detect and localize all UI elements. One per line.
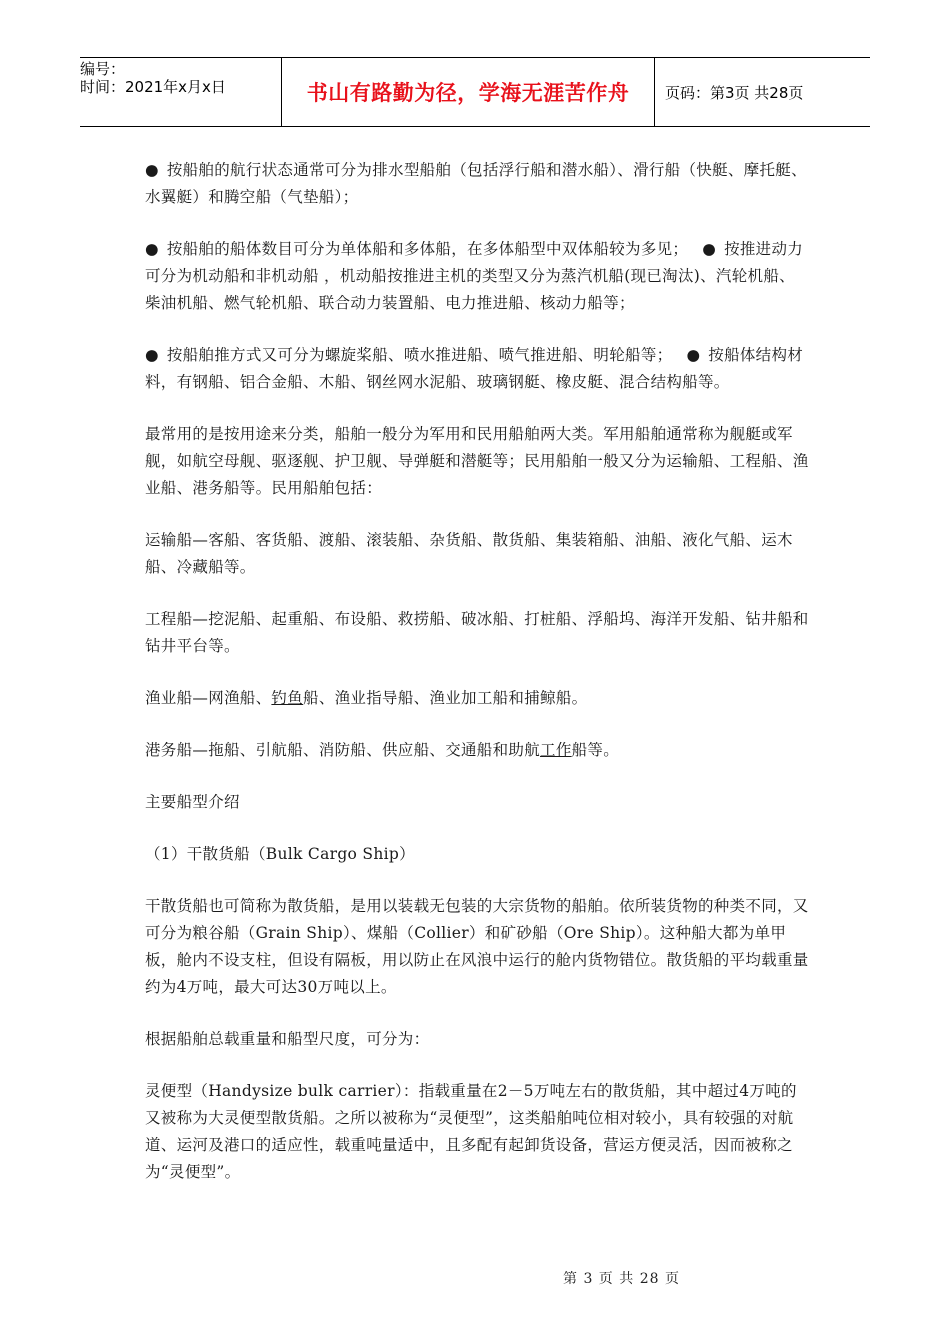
- paragraph-propulsion: [145, 342, 810, 396]
- paragraph-navigation-state: [145, 157, 810, 211]
- section-heading: 主要船型介绍: [145, 793, 240, 811]
- paragraph-bulk-carrier: 干散货船也可简称为散货船，是用以装载无包装的大宗货物的船舶。依所装货物的种类不同，又可分为粮谷船（Grain Ship）、煤船（Collier）和矿砂船（Ore Ship）。这种船大都为单甲板，舱内不设支柱，但设有隔板，用以防止在风浪中运行的舱内货物错位。散货船的平均载重量约为4万吨，最大可达30万吨以上。: [145, 897, 809, 996]
- paragraph-engineering-ships: 工程船—挖泥船、起重船、布设船、救捞船、破冰船、打桩船、浮船坞、海洋开发船、钻井船和钻井平台等。: [145, 610, 809, 655]
- bullet-icon: ●: [702, 240, 717, 258]
- paragraph-size-classification: 根据船舶总载重量和船型尺度，可分为：: [145, 1030, 430, 1048]
- paragraph-text: 按船体结构材料，有钢船、铝合金船、木船、钢丝网水泥船、玻璃钢艇、橡皮艇、混合结构船等。: [145, 346, 804, 391]
- bullet-icon: ●: [686, 346, 701, 364]
- header-motto: 书山有路勤为径，学海无涯苦作舟: [282, 58, 655, 126]
- paragraph-text: 按推进动力可分为机动船和非机动船 ，机动船按推进主机的类型又分为蒸汽机船(现已淘汰)、汽轮机船、柴油机船、燃气轮机船、联合动力装置船、电力推进船、核动力船等；: [145, 240, 804, 312]
- paragraph-hull-count: [145, 236, 810, 317]
- paragraph-text: 船等。: [571, 741, 620, 759]
- page-footer: 第 3 页 共 28 页: [563, 1271, 680, 1287]
- paragraph-handysize: 灵便型（Handysize bulk carrier）：指载重量在2－5万吨左右的散货船，其中超过4万吨的又被称为大灵便型散货船。之所以被称为“灵便型”，这类船舶吨位相对较小，具有较强的对航道、运河及港口的适应性，载重吨量适中，且多配有起卸货设备，营运方便灵活，因而被称之为“灵便型”。: [145, 1082, 797, 1181]
- subsection-heading: （1）干散货船（Bulk Cargo Ship）: [145, 845, 415, 863]
- header-meta: [80, 58, 282, 126]
- document-date-label: 时间：2021年x月x日: [80, 78, 226, 96]
- work-link[interactable]: 工作: [540, 741, 572, 759]
- bullet-icon: ●: [145, 161, 159, 179]
- bullet-icon: ●: [145, 240, 159, 258]
- paragraph-text: 按船舶推方式又可分为螺旋桨船、喷水推进船、喷气推进船、明轮船等；: [166, 346, 673, 364]
- bullet-icon: ●: [145, 346, 159, 364]
- paragraph-text: 按船舶的船体数目可分为单体船和多体船，在多体船型中双体船较为多见；: [166, 240, 689, 258]
- paragraph-text: 按船舶的航行状态通常可分为排水型船舶（包括浮行船和潜水船）、滑行船（快艇、摩托艇、水翼艇）和腾空船（气垫船）；: [145, 161, 807, 206]
- fishing-link[interactable]: 钓鱼: [271, 689, 304, 707]
- paragraph-transport-ships: 运输船—客船、客货船、渡船、滚装船、杂货船、散货船、集装箱船、油船、液化气船、运木船、冷藏船等。: [145, 531, 793, 576]
- page-header: [80, 57, 870, 127]
- header-page-info: 页码：第3页 共28页: [665, 83, 804, 102]
- paragraph-text: 船、渔业指导船、渔业加工船和捕鲸船。: [303, 689, 588, 707]
- paragraph-text: 港务船—拖船、引航船、消防船、供应船、交通船和助航: [145, 741, 541, 759]
- paragraph-text: 渔业船—网渔船、: [145, 689, 272, 707]
- paragraph-fishing-ships: [145, 685, 810, 712]
- document-body: [145, 157, 810, 1211]
- paragraph-harbor-ships: [145, 737, 810, 764]
- paragraph-usage-classification: 最常用的是按用途来分类，船舶一般分为军用和民用船舶两大类。军用船舶通常称为舰艇或军舰，如航空母舰、驱逐舰、护卫舰、导弹艇和潜艇等；民用船舶一般又分为运输船、工程船、渔业船、港务船等。民用船舶包括：: [145, 425, 809, 497]
- document-number-label: 编号：: [80, 60, 126, 78]
